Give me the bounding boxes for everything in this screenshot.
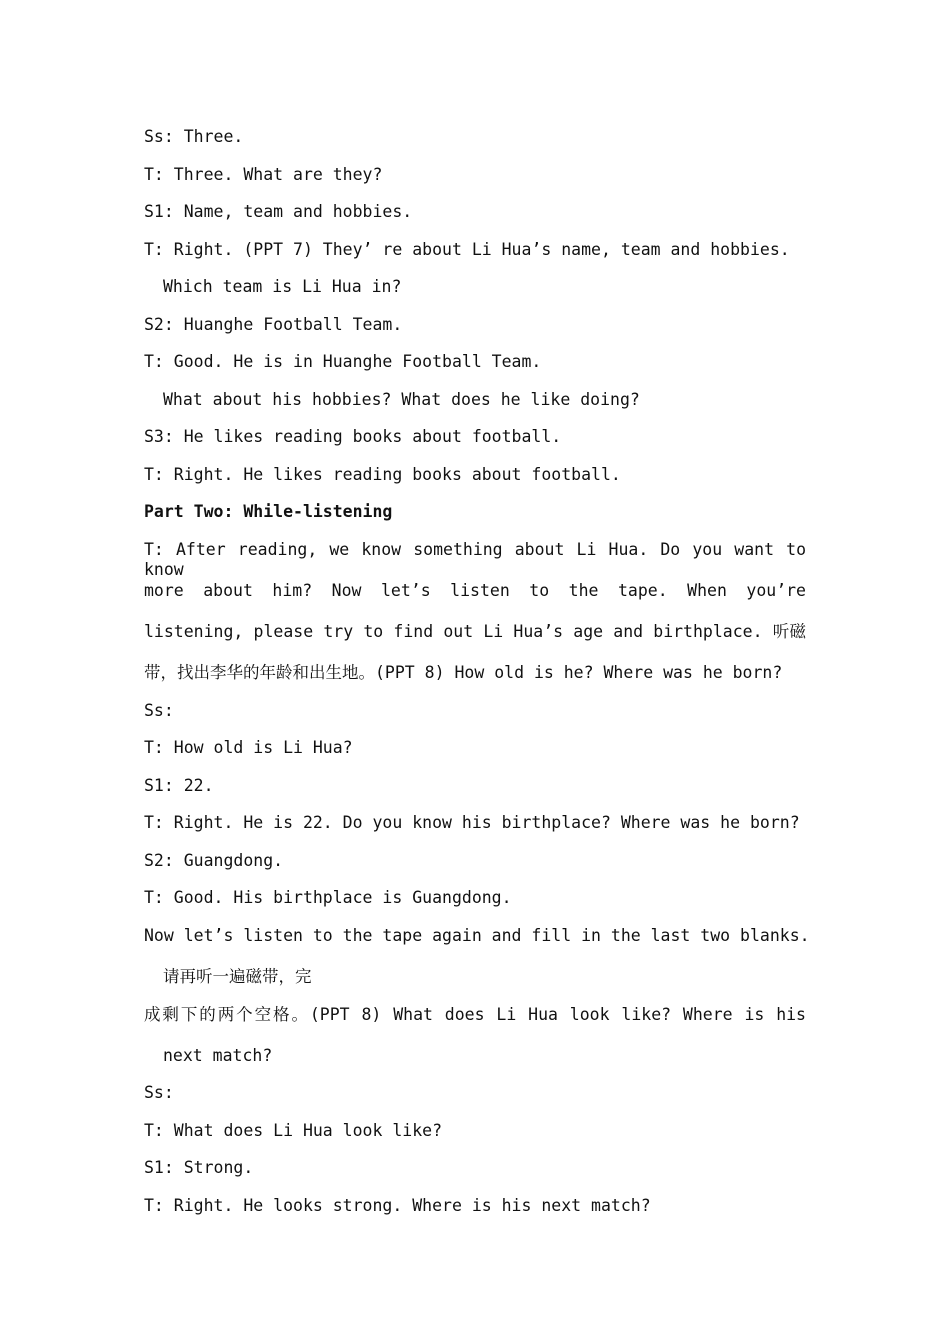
dialogue-line: T: What does Li Hua look like? bbox=[144, 1121, 443, 1140]
dialogue-line: What about his hobbies? What does he like doing? bbox=[163, 390, 640, 409]
dialogue-line: T: How old is Li Hua? bbox=[144, 738, 353, 757]
dialogue-line: Ss: bbox=[144, 1083, 174, 1102]
dialogue-line: S3: He likes reading books about football. bbox=[144, 427, 562, 446]
dialogue-line: next match? bbox=[163, 1046, 273, 1065]
dialogue-line: 请再听一遍磁带，完 bbox=[163, 967, 312, 986]
dialogue-line: T: Good. His birthplace is Guangdong. bbox=[144, 888, 512, 907]
dialogue-line: S2: Guangdong. bbox=[144, 851, 284, 870]
dialogue-line: T: Right. He looks strong. Where is his next match? bbox=[144, 1196, 651, 1215]
dialogue-line: T: Right. (PPT 7) They’ re about Li Hua’s name, team and hobbies. bbox=[144, 240, 790, 259]
section-heading: Part Two: While-listening bbox=[144, 502, 393, 521]
dialogue-line: 带，找出李华的年龄和出生地。(PPT 8) How old is he? Where was he born? bbox=[144, 663, 783, 682]
dialogue-line: T: Good. He is in Huanghe Football Team. bbox=[144, 352, 542, 371]
dialogue-line: Which team is Li Hua in? bbox=[163, 277, 402, 296]
dialogue-line: more about him? Now let’s listen to the tape. When you’re bbox=[144, 581, 806, 600]
dialogue-line: Ss: bbox=[144, 701, 174, 720]
dialogue-line: T: Three. What are they? bbox=[144, 165, 383, 184]
dialogue-line: T: Right. He likes reading books about football. bbox=[144, 465, 621, 484]
dialogue-line: listening, please try to find out Li Hua’s age and birthplace. 听磁 bbox=[144, 622, 806, 641]
dialogue-line: S1: Name, team and hobbies. bbox=[144, 202, 413, 221]
dialogue-line: S2: Huanghe Football Team. bbox=[144, 315, 403, 334]
dialogue-line: Now let’s listen to the tape again and fill in the last two blanks. bbox=[144, 926, 810, 945]
dialogue-line: T: Right. He is 22. Do you know his birthplace? Where was he born? bbox=[144, 813, 800, 832]
dialogue-line: Ss: Three. bbox=[144, 127, 244, 146]
dialogue-line: S1: Strong. bbox=[144, 1158, 254, 1177]
dialogue-line: T: After reading, we know something about Li Hua. Do you want to know bbox=[144, 540, 806, 579]
dialogue-line: 成剩下的两个空格。(PPT 8) What does Li Hua look like? Where is his bbox=[144, 1005, 806, 1024]
dialogue-line: S1: 22. bbox=[144, 776, 214, 795]
